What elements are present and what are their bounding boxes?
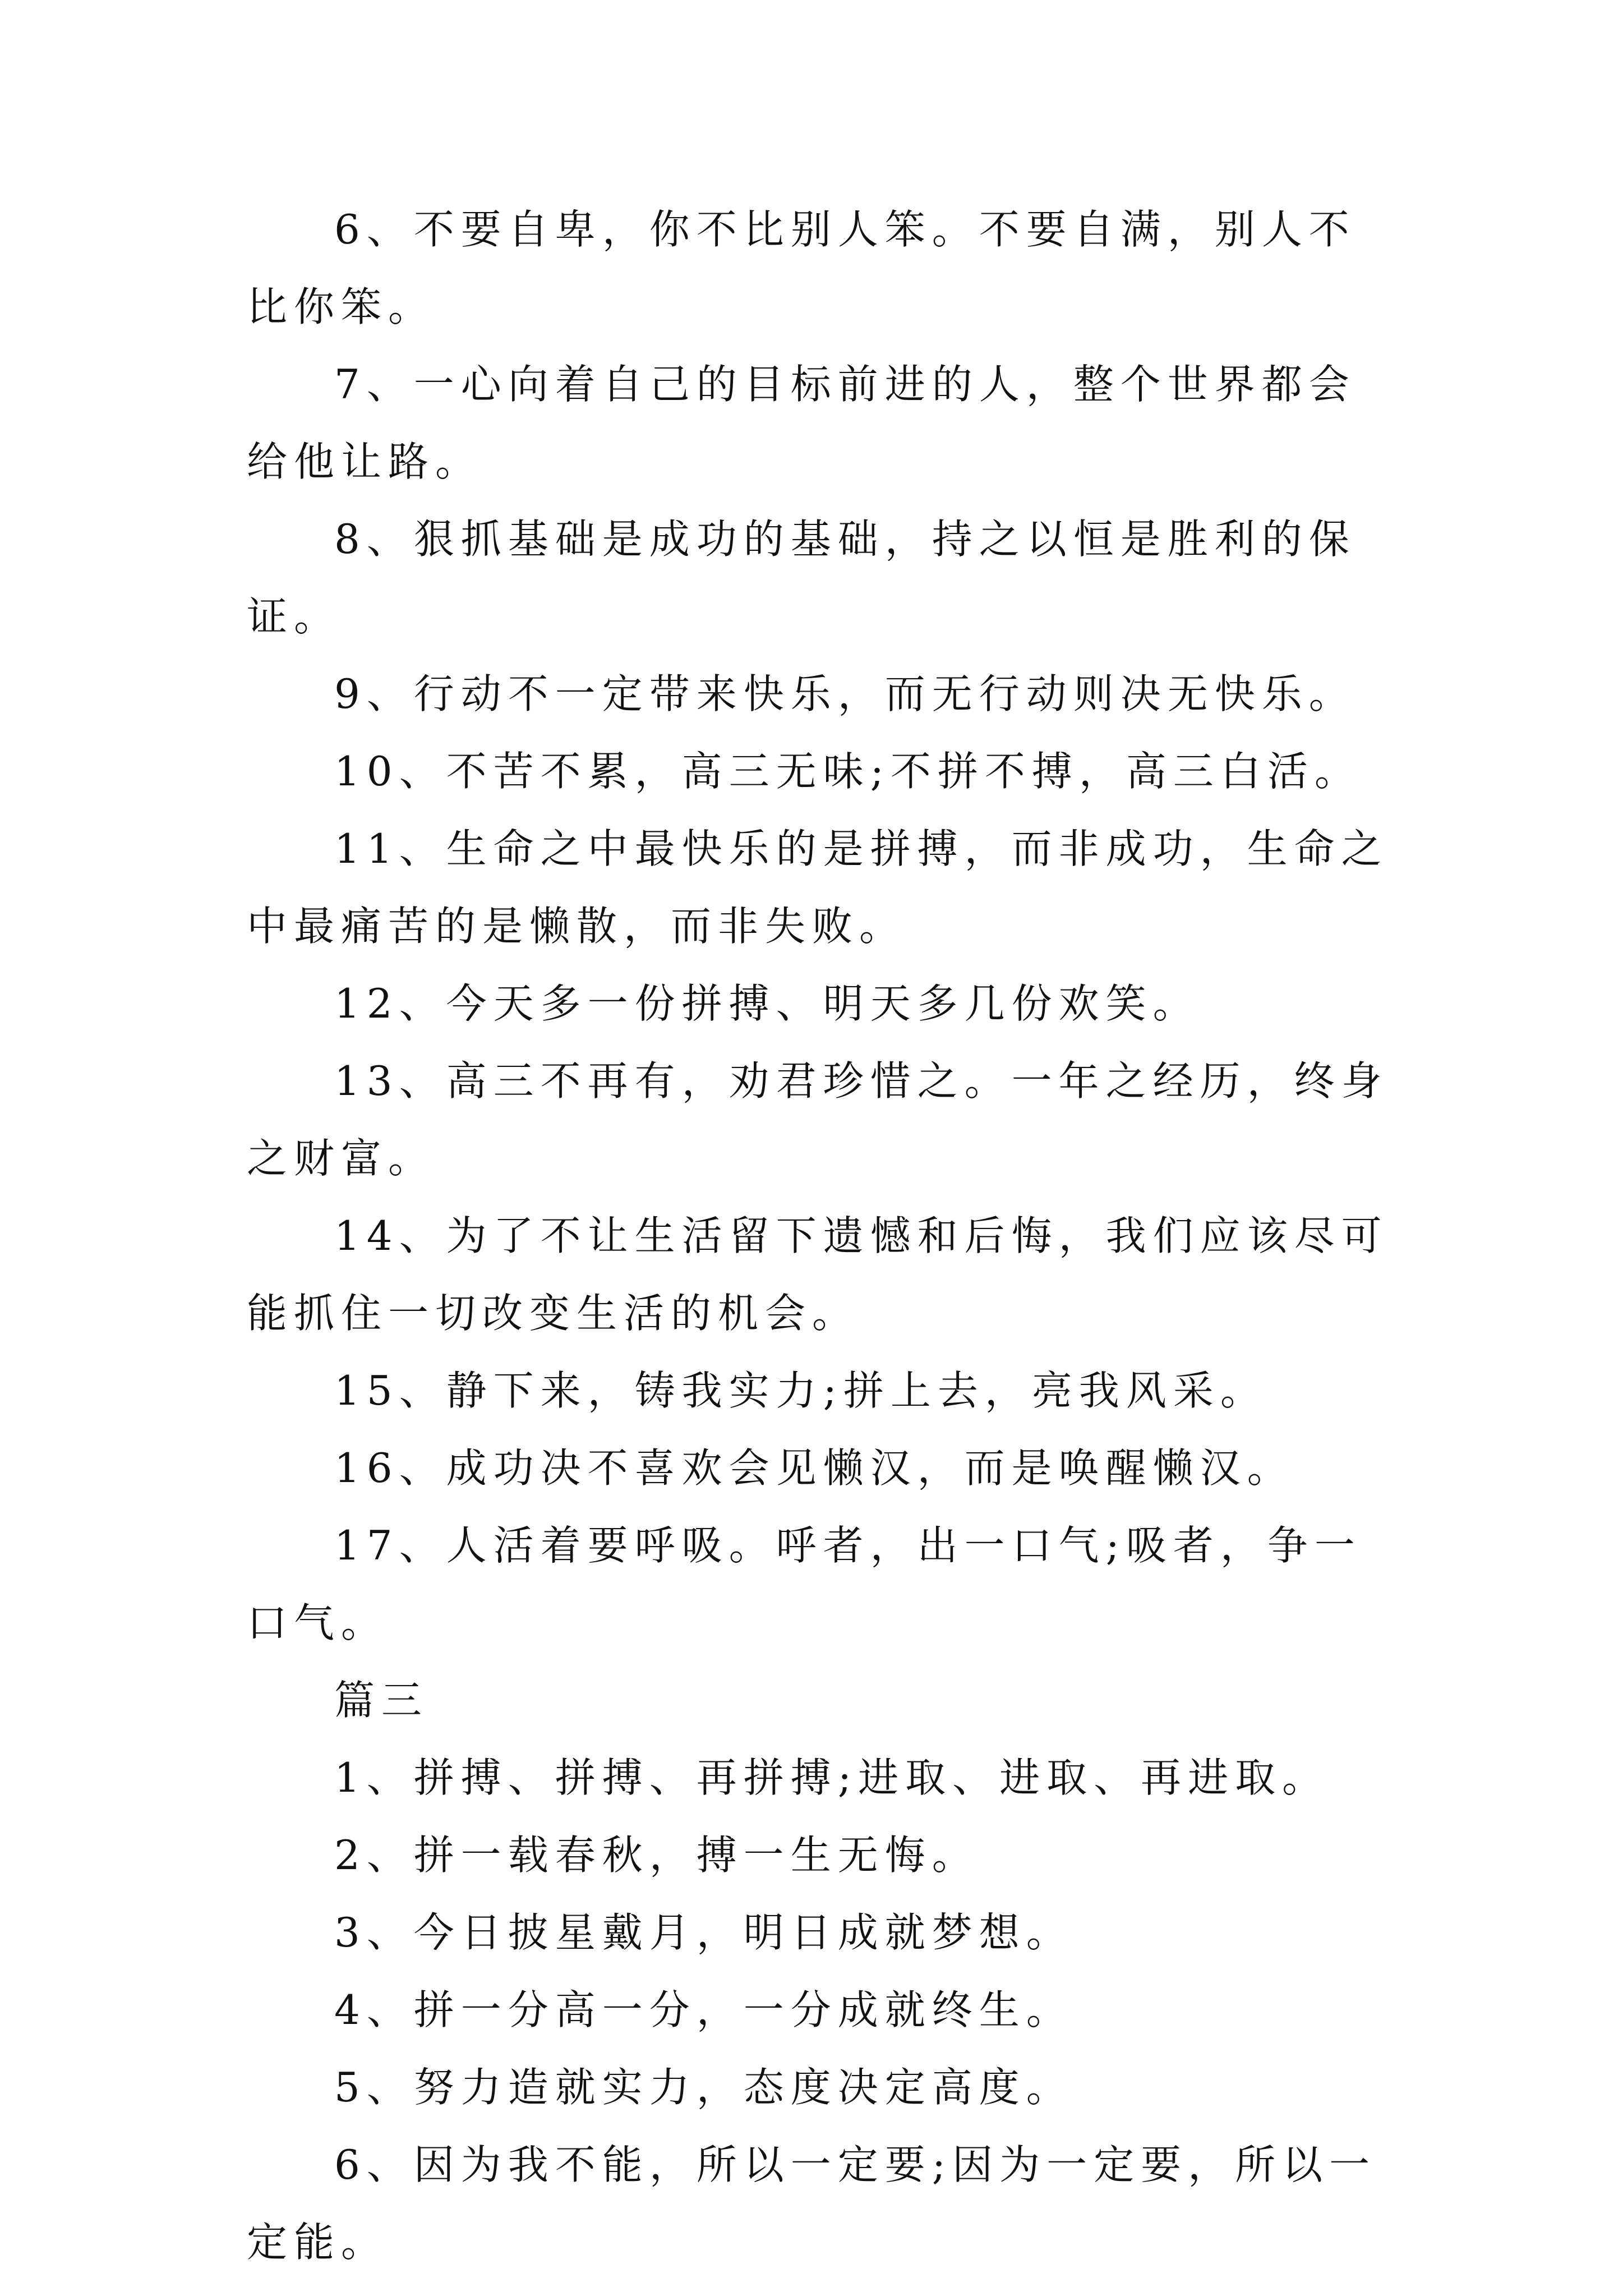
list-item: 8、狠抓基础是成功的基础，持之以恒是胜利的保证。 [247, 516, 1356, 640]
list-item: 14、为了不让生活留下遗憾和后悔，我们应该尽可能抓住一切改变生活的机会。 [247, 1212, 1389, 1337]
list-item: 10、不苦不累，高三无味;不拼不搏，高三白活。 [334, 748, 1362, 795]
document-body [247, 191, 1391, 2281]
list-item: 1、拼搏、拼搏、再拼搏;进取、进取、再进取。 [334, 1754, 1330, 1801]
section-heading: 篇三 [334, 1677, 429, 1724]
list-item: 16、成功决不喜欢会见懒汉，而是唤醒懒汉。 [334, 1444, 1294, 1492]
list-item: 5、努力造就实力，态度决定高度。 [334, 2064, 1073, 2111]
list-item: 13、高三不再有，劝君珍惜之。一年之经历，终身之财富。 [247, 1057, 1389, 1182]
list-item: 9、行动不一定带来快乐，而无行动则决无快乐。 [334, 670, 1356, 717]
list-item: 11、生命之中最快乐的是拼搏，而非成功，生命之中最痛苦的是懒散，而非失败。 [247, 825, 1389, 950]
list-item: 15、静下来，铸我实力;拼上去，亮我风采。 [334, 1367, 1267, 1414]
list-item: 17、人活着要呼吸。呼者，出一口气;吸者，争一口气。 [247, 1522, 1362, 1646]
list-item: 3、今日披星戴月，明日成就梦想。 [334, 1909, 1073, 1956]
list-item: 7、一心向着自己的目标前进的人，整个世界都会给他让路。 [247, 361, 1356, 485]
list-item: 6、因为我不能，所以一定要;因为一定要，所以一定能。 [247, 2141, 1377, 2266]
list-item: 2、拼一载春秋，搏一生无悔。 [334, 1832, 979, 1879]
list-item: 6、不要自卑，你不比别人笨。不要自满，别人不比你笨。 [247, 206, 1356, 330]
list-item: 12、今天多一份拼搏、明天多几份欢笑。 [334, 980, 1200, 1027]
list-item: 4、拼一分高一分，一分成就终生。 [334, 1986, 1073, 2033]
